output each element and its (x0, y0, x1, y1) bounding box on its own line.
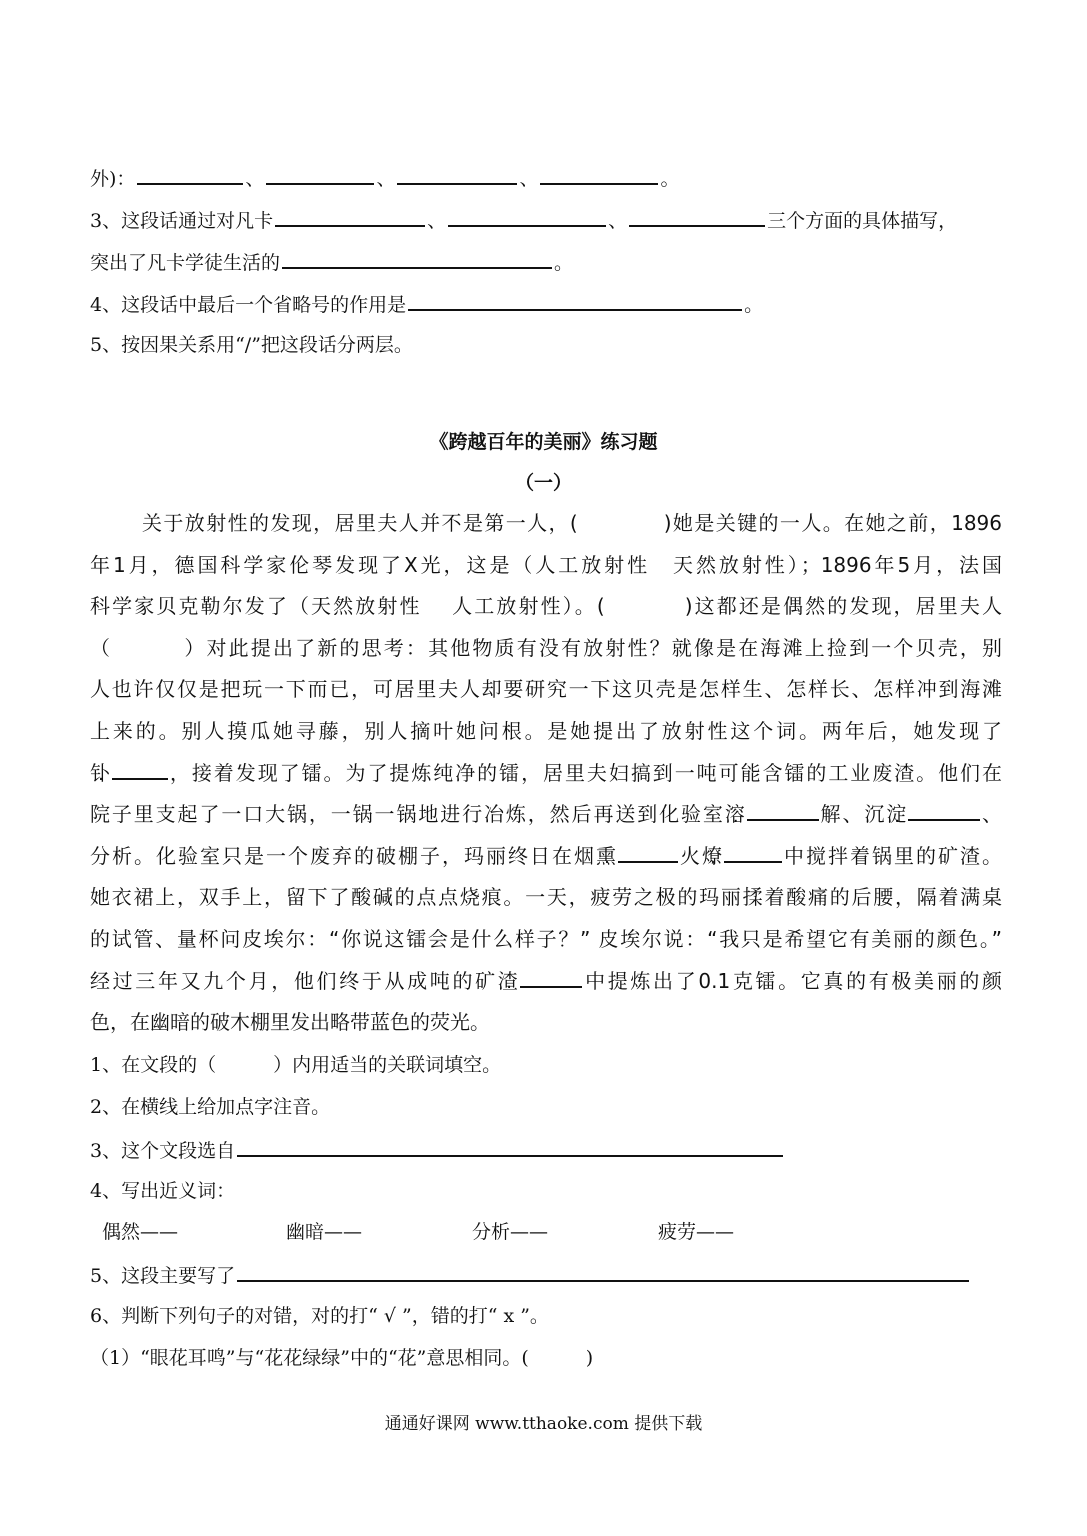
question-q4: 4、写出近义词： (90, 1180, 236, 1202)
word-item: 分析—— (472, 1221, 549, 1243)
page-footer: 通通好课网 www.tthaoke.com 提供下载 (384, 1414, 703, 1434)
answer-blank[interactable] (408, 289, 742, 311)
answer-blank[interactable] (237, 1260, 969, 1282)
passage-line: 经过三年又九个月，他们终于从成吨的矿渣 中提炼出了0.1克镭。它真的有极美丽的颜 (90, 968, 1003, 993)
answer-blank[interactable] (397, 163, 517, 185)
passage-line: （ ）对此提出了新的思考：其他物质有没有放射性？就像是在海滩上捡到一个贝壳，别 (90, 635, 1003, 660)
word-item: 幽暗—— (286, 1221, 363, 1243)
passage-line: 关于放射性的发现，居里夫人并不是第一人，( )她是关键的一人。在她之前，1896 (142, 511, 1002, 535)
answer-blank[interactable] (237, 1135, 783, 1157)
question-4: 4、这段话中最后一个省略号的作用是 。 (90, 289, 763, 319)
pinyin-blank[interactable] (112, 760, 168, 780)
question-q2: 2、在横线上给加点字注音。 (90, 1096, 331, 1118)
passage-line: 年1月，德国科学家伦琴发现了X光，这是（人工放射性 天然放射性）；1896年5月，法国 (90, 552, 1002, 577)
passage-line: 色，在幽暗的破木棚里发出略带蓝色的荧光。 (90, 1010, 490, 1035)
passage-line: 院子里支起了一口大锅，一锅一锅地进行冶炼，然后再送到化验室溶 解、沉淀 、 (90, 802, 1003, 827)
pinyin-blank[interactable] (520, 968, 582, 988)
fill-line-1: 外)： 、 、 、 。 (90, 163, 679, 193)
question-3: 3、这段话通过对凡卡 、 、 三个方面的具体描写， (90, 205, 957, 235)
passage-line: 分析。化验室只是一个废弃的破棚子，玛丽终日在烟熏 火燎 中搅拌着锅里的矿渣。 (90, 843, 1002, 868)
question-q6-item-1: （1）“眼花耳鸣”与“花花绿绿”中的“花”意思相同。( ) (90, 1347, 594, 1369)
pinyin-blank[interactable] (618, 843, 678, 863)
word-item: 偶然—— (102, 1221, 179, 1243)
answer-blank[interactable] (275, 205, 425, 227)
question-5: 5、按因果关系用“/”把这段话分两层。 (90, 334, 413, 356)
passage-line: 人也许仅仅是把玩一下而已，可居里夫人却要研究一下这贝壳是怎样生、怎样长、怎样冲到海滩 (90, 677, 1002, 702)
pinyin-blank[interactable] (908, 801, 980, 821)
answer-blank[interactable] (282, 247, 552, 269)
pinyin-blank[interactable] (724, 843, 782, 863)
question-q5: 5、这段主要写了 (90, 1260, 971, 1290)
passage-line: 科学家贝克勒尔发了（天然放射性 人工放射性）。( )这都还是偶然的发现，居里夫人 (90, 594, 1002, 619)
question-q6: 6、判断下列句子的对错，对的打“ √ ”，错的打“ x ”。 (90, 1305, 549, 1327)
pinyin-blank[interactable] (747, 801, 819, 821)
passage-line: 的试管、量杯问皮埃尔：“你说这镭会是什么样子？” 皮埃尔说：“我只是希望它有美丽的颜色。” (90, 926, 1002, 951)
question-3-line-2: 突出了凡卡学徒生活的 。 (90, 247, 573, 277)
question-q3: 3、这个文段选自 (90, 1135, 785, 1165)
passage-line: 上来的。别人摸瓜她寻藤，别人摘叶她问根。是她提出了放射性这个词。两年后，她发现了 (90, 718, 1002, 743)
page-title: 《跨越百年的美丽》练习题 (429, 431, 658, 453)
synonym-words (102, 1218, 902, 1246)
passage-line: 她衣裙上，双手上，留下了酸碱的点点烧痕。一天，疲劳之极的玛丽揉着酸痛的后腰，隔着满桌 (90, 885, 1002, 910)
question-q1: 1、在文段的（ ）内用适当的关联词填空。 (90, 1054, 502, 1076)
answer-blank[interactable] (137, 163, 243, 185)
passage-line: 钋 ，接着发现了镭。为了提炼纯净的镭，居里夫妇搞到一吨可能含镭的工业废渣。他们在 (90, 760, 1003, 785)
section-subtitle: （一） (514, 472, 572, 494)
reading-passage (90, 503, 1002, 1044)
answer-blank[interactable] (266, 163, 374, 185)
answer-blank[interactable] (448, 205, 606, 227)
answer-blank[interactable] (629, 205, 765, 227)
answer-blank[interactable] (540, 163, 658, 185)
word-item: 疲劳—— (658, 1221, 735, 1243)
